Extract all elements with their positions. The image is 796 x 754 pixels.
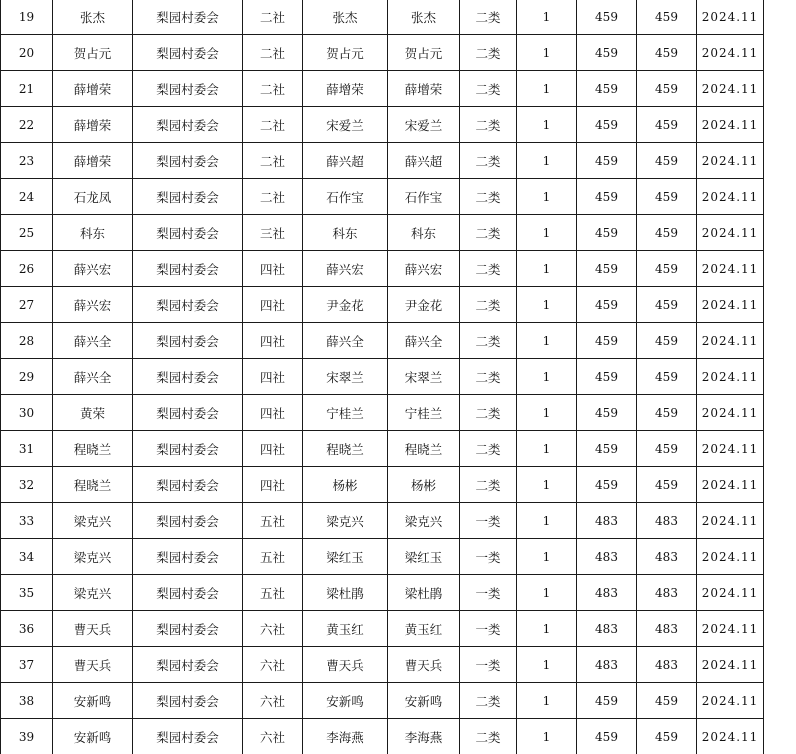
group-cell: 四社 bbox=[243, 323, 303, 359]
amount-cell: 459 bbox=[637, 179, 697, 215]
member-cell: 薛兴宏 bbox=[303, 251, 388, 287]
period-cell: 2024.11 bbox=[697, 251, 764, 287]
row-number-cell: 30 bbox=[1, 395, 53, 431]
period-cell: 2024.11 bbox=[697, 179, 764, 215]
standard-cell: 483 bbox=[577, 575, 637, 611]
amount-cell: 483 bbox=[637, 503, 697, 539]
count-cell: 1 bbox=[517, 431, 577, 467]
member-cell: 黄玉红 bbox=[303, 611, 388, 647]
period-cell: 2024.11 bbox=[697, 431, 764, 467]
category-cell: 二类 bbox=[460, 107, 517, 143]
payee-cell: 张杰 bbox=[388, 0, 460, 35]
committee-cell: 梨园村委会 bbox=[133, 323, 243, 359]
row-number-cell: 32 bbox=[1, 467, 53, 503]
applicant-cell: 贺占元 bbox=[53, 35, 133, 71]
applicant-cell: 薛兴宏 bbox=[53, 251, 133, 287]
period-cell: 2024.11 bbox=[697, 215, 764, 251]
committee-cell: 梨园村委会 bbox=[133, 395, 243, 431]
payee-cell: 薛增荣 bbox=[388, 71, 460, 107]
standard-cell: 459 bbox=[577, 179, 637, 215]
committee-cell: 梨园村委会 bbox=[133, 251, 243, 287]
member-cell: 尹金花 bbox=[303, 287, 388, 323]
row-number-cell: 29 bbox=[1, 359, 53, 395]
member-cell: 梁红玉 bbox=[303, 539, 388, 575]
standard-cell: 459 bbox=[577, 107, 637, 143]
table-row bbox=[1, 359, 764, 395]
applicant-cell: 薛增荣 bbox=[53, 107, 133, 143]
count-cell: 1 bbox=[517, 503, 577, 539]
table-row bbox=[1, 179, 764, 215]
category-cell: 二类 bbox=[460, 323, 517, 359]
row-number-cell: 38 bbox=[1, 683, 53, 719]
count-cell: 1 bbox=[517, 395, 577, 431]
member-cell: 曹天兵 bbox=[303, 647, 388, 683]
amount-cell: 459 bbox=[637, 215, 697, 251]
payee-cell: 薛兴超 bbox=[388, 143, 460, 179]
standard-cell: 459 bbox=[577, 431, 637, 467]
payee-cell: 程晓兰 bbox=[388, 431, 460, 467]
standard-cell: 459 bbox=[577, 251, 637, 287]
row-number-cell: 28 bbox=[1, 323, 53, 359]
count-cell: 1 bbox=[517, 107, 577, 143]
row-number-cell: 23 bbox=[1, 143, 53, 179]
period-cell: 2024.11 bbox=[697, 395, 764, 431]
committee-cell: 梨园村委会 bbox=[133, 287, 243, 323]
committee-cell: 梨园村委会 bbox=[133, 539, 243, 575]
committee-cell: 梨园村委会 bbox=[133, 179, 243, 215]
member-cell: 薛兴超 bbox=[303, 143, 388, 179]
standard-cell: 459 bbox=[577, 35, 637, 71]
committee-cell: 梨园村委会 bbox=[133, 215, 243, 251]
row-number-cell: 20 bbox=[1, 35, 53, 71]
group-cell: 六社 bbox=[243, 683, 303, 719]
standard-cell: 459 bbox=[577, 719, 637, 754]
period-cell: 2024.11 bbox=[697, 575, 764, 611]
applicant-cell: 梁克兴 bbox=[53, 575, 133, 611]
member-cell: 张杰 bbox=[303, 0, 388, 35]
amount-cell: 459 bbox=[637, 251, 697, 287]
table-row bbox=[1, 287, 764, 323]
count-cell: 1 bbox=[517, 467, 577, 503]
table-row bbox=[1, 323, 764, 359]
category-cell: 二类 bbox=[460, 395, 517, 431]
payee-cell: 安新鸣 bbox=[388, 683, 460, 719]
standard-cell: 459 bbox=[577, 0, 637, 35]
category-cell: 一类 bbox=[460, 503, 517, 539]
standard-cell: 459 bbox=[577, 359, 637, 395]
row-number-cell: 31 bbox=[1, 431, 53, 467]
applicant-cell: 薛兴宏 bbox=[53, 287, 133, 323]
row-number-cell: 37 bbox=[1, 647, 53, 683]
group-cell: 四社 bbox=[243, 359, 303, 395]
row-number-cell: 35 bbox=[1, 575, 53, 611]
table-row bbox=[1, 251, 764, 287]
amount-cell: 459 bbox=[637, 467, 697, 503]
committee-cell: 梨园村委会 bbox=[133, 719, 243, 754]
payee-cell: 黄玉红 bbox=[388, 611, 460, 647]
applicant-cell: 安新鸣 bbox=[53, 719, 133, 754]
count-cell: 1 bbox=[517, 215, 577, 251]
member-cell: 宁桂兰 bbox=[303, 395, 388, 431]
applicant-cell: 梁克兴 bbox=[53, 503, 133, 539]
member-cell: 梁杜鹃 bbox=[303, 575, 388, 611]
table-row bbox=[1, 647, 764, 683]
amount-cell: 459 bbox=[637, 359, 697, 395]
applicant-cell: 安新鸣 bbox=[53, 683, 133, 719]
category-cell: 二类 bbox=[460, 0, 517, 35]
member-cell: 宋爱兰 bbox=[303, 107, 388, 143]
group-cell: 四社 bbox=[243, 287, 303, 323]
table-row bbox=[1, 107, 764, 143]
count-cell: 1 bbox=[517, 71, 577, 107]
table-row bbox=[1, 611, 764, 647]
period-cell: 2024.11 bbox=[697, 287, 764, 323]
committee-cell: 梨园村委会 bbox=[133, 647, 243, 683]
member-cell: 石作宝 bbox=[303, 179, 388, 215]
group-cell: 六社 bbox=[243, 719, 303, 754]
group-cell: 二社 bbox=[243, 107, 303, 143]
category-cell: 二类 bbox=[460, 719, 517, 754]
count-cell: 1 bbox=[517, 647, 577, 683]
count-cell: 1 bbox=[517, 35, 577, 71]
category-cell: 二类 bbox=[460, 467, 517, 503]
committee-cell: 梨园村委会 bbox=[133, 575, 243, 611]
category-cell: 二类 bbox=[460, 215, 517, 251]
standard-cell: 459 bbox=[577, 395, 637, 431]
period-cell: 2024.11 bbox=[697, 611, 764, 647]
count-cell: 1 bbox=[517, 719, 577, 754]
period-cell: 2024.11 bbox=[697, 503, 764, 539]
count-cell: 1 bbox=[517, 0, 577, 35]
standard-cell: 459 bbox=[577, 467, 637, 503]
applicant-cell: 科东 bbox=[53, 215, 133, 251]
amount-cell: 459 bbox=[637, 719, 697, 754]
group-cell: 六社 bbox=[243, 647, 303, 683]
payee-cell: 贺占元 bbox=[388, 35, 460, 71]
table-row bbox=[1, 683, 764, 719]
payee-cell: 石作宝 bbox=[388, 179, 460, 215]
member-cell: 李海燕 bbox=[303, 719, 388, 754]
committee-cell: 梨园村委会 bbox=[133, 107, 243, 143]
committee-cell: 梨园村委会 bbox=[133, 503, 243, 539]
group-cell: 二社 bbox=[243, 35, 303, 71]
payee-cell: 薛兴宏 bbox=[388, 251, 460, 287]
committee-cell: 梨园村委会 bbox=[133, 35, 243, 71]
amount-cell: 459 bbox=[637, 287, 697, 323]
member-cell: 程晓兰 bbox=[303, 431, 388, 467]
group-cell: 三社 bbox=[243, 215, 303, 251]
group-cell: 五社 bbox=[243, 539, 303, 575]
row-number-cell: 19 bbox=[1, 0, 53, 35]
row-number-cell: 25 bbox=[1, 215, 53, 251]
group-cell: 二社 bbox=[243, 0, 303, 35]
member-cell: 杨彬 bbox=[303, 467, 388, 503]
amount-cell: 459 bbox=[637, 35, 697, 71]
count-cell: 1 bbox=[517, 287, 577, 323]
committee-cell: 梨园村委会 bbox=[133, 431, 243, 467]
period-cell: 2024.11 bbox=[697, 539, 764, 575]
table-row bbox=[1, 431, 764, 467]
category-cell: 二类 bbox=[460, 71, 517, 107]
committee-cell: 梨园村委会 bbox=[133, 143, 243, 179]
period-cell: 2024.11 bbox=[697, 71, 764, 107]
row-number-cell: 33 bbox=[1, 503, 53, 539]
count-cell: 1 bbox=[517, 143, 577, 179]
group-cell: 四社 bbox=[243, 395, 303, 431]
payee-cell: 尹金花 bbox=[388, 287, 460, 323]
standard-cell: 483 bbox=[577, 611, 637, 647]
group-cell: 二社 bbox=[243, 179, 303, 215]
count-cell: 1 bbox=[517, 575, 577, 611]
count-cell: 1 bbox=[517, 179, 577, 215]
amount-cell: 459 bbox=[637, 431, 697, 467]
group-cell: 二社 bbox=[243, 71, 303, 107]
applicant-cell: 石龙凤 bbox=[53, 179, 133, 215]
period-cell: 2024.11 bbox=[697, 323, 764, 359]
payee-cell: 杨彬 bbox=[388, 467, 460, 503]
standard-cell: 483 bbox=[577, 503, 637, 539]
category-cell: 二类 bbox=[460, 359, 517, 395]
member-cell: 科东 bbox=[303, 215, 388, 251]
period-cell: 2024.11 bbox=[697, 467, 764, 503]
category-cell: 一类 bbox=[460, 539, 517, 575]
group-cell: 四社 bbox=[243, 431, 303, 467]
member-cell: 薛兴全 bbox=[303, 323, 388, 359]
standard-cell: 459 bbox=[577, 143, 637, 179]
table-row bbox=[1, 143, 764, 179]
payee-cell: 梁杜鹃 bbox=[388, 575, 460, 611]
period-cell: 2024.11 bbox=[697, 647, 764, 683]
standard-cell: 483 bbox=[577, 647, 637, 683]
applicant-cell: 曹天兵 bbox=[53, 611, 133, 647]
count-cell: 1 bbox=[517, 611, 577, 647]
category-cell: 二类 bbox=[460, 287, 517, 323]
count-cell: 1 bbox=[517, 323, 577, 359]
count-cell: 1 bbox=[517, 251, 577, 287]
period-cell: 2024.11 bbox=[697, 719, 764, 754]
period-cell: 2024.11 bbox=[697, 143, 764, 179]
group-cell: 二社 bbox=[243, 143, 303, 179]
amount-cell: 459 bbox=[637, 143, 697, 179]
applicant-cell: 薛增荣 bbox=[53, 71, 133, 107]
applicant-cell: 曹天兵 bbox=[53, 647, 133, 683]
period-cell: 2024.11 bbox=[697, 35, 764, 71]
standard-cell: 459 bbox=[577, 215, 637, 251]
table-row bbox=[1, 395, 764, 431]
standard-cell: 459 bbox=[577, 287, 637, 323]
applicant-cell: 程晓兰 bbox=[53, 431, 133, 467]
standard-cell: 459 bbox=[577, 323, 637, 359]
amount-cell: 483 bbox=[637, 647, 697, 683]
applicant-cell: 薛增荣 bbox=[53, 143, 133, 179]
category-cell: 二类 bbox=[460, 35, 517, 71]
table-row bbox=[1, 215, 764, 251]
amount-cell: 483 bbox=[637, 575, 697, 611]
row-number-cell: 24 bbox=[1, 179, 53, 215]
payee-cell: 宋爱兰 bbox=[388, 107, 460, 143]
category-cell: 一类 bbox=[460, 611, 517, 647]
table-row bbox=[1, 539, 764, 575]
amount-cell: 483 bbox=[637, 539, 697, 575]
payee-cell: 曹天兵 bbox=[388, 647, 460, 683]
payee-cell: 梁克兴 bbox=[388, 503, 460, 539]
category-cell: 一类 bbox=[460, 575, 517, 611]
applicant-cell: 张杰 bbox=[53, 0, 133, 35]
amount-cell: 459 bbox=[637, 683, 697, 719]
table-row bbox=[1, 35, 764, 71]
category-cell: 二类 bbox=[460, 251, 517, 287]
standard-cell: 483 bbox=[577, 539, 637, 575]
committee-cell: 梨园村委会 bbox=[133, 611, 243, 647]
table-body bbox=[1, 0, 764, 754]
table-row bbox=[1, 0, 764, 35]
member-cell: 安新鸣 bbox=[303, 683, 388, 719]
member-cell: 梁克兴 bbox=[303, 503, 388, 539]
member-cell: 贺占元 bbox=[303, 35, 388, 71]
row-number-cell: 22 bbox=[1, 107, 53, 143]
group-cell: 四社 bbox=[243, 467, 303, 503]
group-cell: 五社 bbox=[243, 575, 303, 611]
category-cell: 二类 bbox=[460, 683, 517, 719]
table-row bbox=[1, 719, 764, 754]
count-cell: 1 bbox=[517, 359, 577, 395]
period-cell: 2024.11 bbox=[697, 107, 764, 143]
row-number-cell: 26 bbox=[1, 251, 53, 287]
category-cell: 一类 bbox=[460, 647, 517, 683]
member-cell: 薛增荣 bbox=[303, 71, 388, 107]
applicant-cell: 薛兴全 bbox=[53, 323, 133, 359]
table-row bbox=[1, 575, 764, 611]
committee-cell: 梨园村委会 bbox=[133, 467, 243, 503]
committee-cell: 梨园村委会 bbox=[133, 359, 243, 395]
payee-cell: 科东 bbox=[388, 215, 460, 251]
table-row bbox=[1, 71, 764, 107]
period-cell: 2024.11 bbox=[697, 0, 764, 35]
applicant-cell: 薛兴全 bbox=[53, 359, 133, 395]
payee-cell: 李海燕 bbox=[388, 719, 460, 754]
row-number-cell: 21 bbox=[1, 71, 53, 107]
count-cell: 1 bbox=[517, 683, 577, 719]
table-row bbox=[1, 503, 764, 539]
committee-cell: 梨园村委会 bbox=[133, 71, 243, 107]
row-number-cell: 36 bbox=[1, 611, 53, 647]
applicant-cell: 黄荣 bbox=[53, 395, 133, 431]
standard-cell: 459 bbox=[577, 71, 637, 107]
applicant-cell: 梁克兴 bbox=[53, 539, 133, 575]
amount-cell: 459 bbox=[637, 0, 697, 35]
category-cell: 二类 bbox=[460, 431, 517, 467]
category-cell: 二类 bbox=[460, 179, 517, 215]
standard-cell: 459 bbox=[577, 683, 637, 719]
payee-cell: 梁红玉 bbox=[388, 539, 460, 575]
amount-cell: 459 bbox=[637, 71, 697, 107]
committee-cell: 梨园村委会 bbox=[133, 683, 243, 719]
amount-cell: 459 bbox=[637, 323, 697, 359]
category-cell: 二类 bbox=[460, 143, 517, 179]
amount-cell: 483 bbox=[637, 611, 697, 647]
applicant-cell: 程晓兰 bbox=[53, 467, 133, 503]
group-cell: 四社 bbox=[243, 251, 303, 287]
count-cell: 1 bbox=[517, 539, 577, 575]
row-number-cell: 27 bbox=[1, 287, 53, 323]
committee-cell: 梨园村委会 bbox=[133, 0, 243, 35]
group-cell: 六社 bbox=[243, 611, 303, 647]
period-cell: 2024.11 bbox=[697, 683, 764, 719]
amount-cell: 459 bbox=[637, 395, 697, 431]
row-number-cell: 39 bbox=[1, 719, 53, 754]
member-cell: 宋翠兰 bbox=[303, 359, 388, 395]
group-cell: 五社 bbox=[243, 503, 303, 539]
row-number-cell: 34 bbox=[1, 539, 53, 575]
payee-cell: 宁桂兰 bbox=[388, 395, 460, 431]
period-cell: 2024.11 bbox=[697, 359, 764, 395]
payee-cell: 宋翠兰 bbox=[388, 359, 460, 395]
payee-cell: 薛兴全 bbox=[388, 323, 460, 359]
amount-cell: 459 bbox=[637, 107, 697, 143]
table-row bbox=[1, 467, 764, 503]
